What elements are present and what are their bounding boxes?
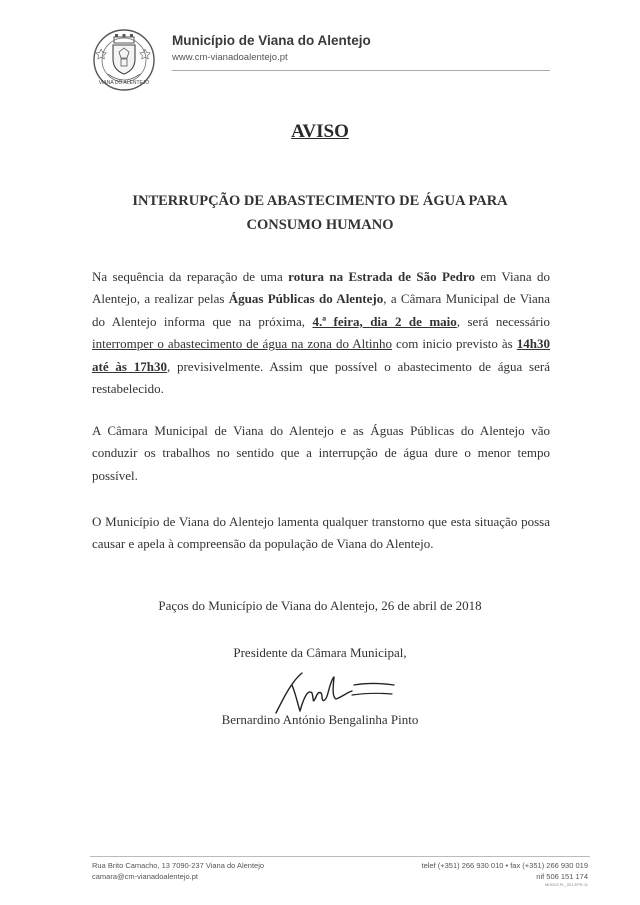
text-run: com inicio previsto às — [391, 336, 517, 352]
time-highlight: 14h30 até às 17h30 — [92, 336, 550, 374]
subtitle-line-2: CONSUMO HUMANO — [246, 217, 394, 233]
footer-nif: nif 506 151 174 — [536, 872, 588, 881]
header-divider — [172, 70, 550, 71]
date-highlight: 4.ª feira, dia 2 de maio — [312, 313, 457, 329]
footer-document-code: MOD02.FL_001.EPR.11 — [544, 882, 588, 887]
text-run: , a Câmara Municipal de Viana do Alentejo informa que na próxima, — [92, 291, 550, 329]
footer-email: camara@cm-vianadoalentejo.pt — [92, 872, 198, 881]
municipal-crest-icon — [92, 28, 156, 92]
body-paragraph-3: O Município de Viana do Alentejo lamenta qualquer transtorno que esta situação possa causar e apela à compreensão da população de Viana do Alentejo. — [92, 514, 550, 552]
document-subtitle — [100, 189, 540, 237]
footer-phones: telef (+351) 266 930 010 • fax (+351) 266 930 019 — [421, 861, 588, 870]
area-highlight: interromper o abastecimento de água na zona do Altinho — [92, 336, 392, 352]
organization-name: Município de Viana do Alentejo — [172, 33, 371, 48]
document-title: AVISO — [291, 121, 349, 142]
signatory-name: Bernardino António Bengalinha Pinto — [221, 712, 419, 727]
text-run: , previsivelmente. Assim que possível o abastecimento de água será restabelecido. — [92, 358, 550, 397]
body-paragraph-2: A Câmara Municipal de Viana do Alentejo e as Águas Públicas do Alentejo vão conduzir os trabalhos no sentido que a interrupção de água dure o menor tempo possível. — [92, 423, 550, 483]
text-run: , será necessário — [456, 313, 550, 329]
text-run: em Viana do Alentejo, a realizar pelas — [92, 269, 551, 307]
text-run: Na sequência da reparação de uma — [92, 269, 289, 284]
footer-address: Rua Brito Camacho, 13 7090-237 Viana do Alentejo — [92, 861, 265, 870]
signatory-title: Presidente da Câmara Municipal, — [233, 645, 407, 660]
organization-website: www.cm-vianadoalentejo.pt — [172, 52, 288, 63]
letterhead — [92, 28, 562, 92]
dateline: Paços do Município de Viana do Alentejo, 26 de abril de 2018 — [158, 598, 482, 613]
location-highlight: rotura na Estrada de São Pedro — [288, 269, 475, 284]
footer-contact-right — [421, 860, 588, 888]
svg-text:VIANA DO ALENTEJO: VIANA DO ALENTEJO — [98, 80, 150, 86]
footer-divider — [90, 856, 590, 857]
body-paragraph-1 — [92, 266, 550, 400]
contractor-highlight: Águas Públicas do Alentejo — [228, 291, 384, 307]
footer-contact-left — [92, 860, 264, 882]
subtitle-line-1: INTERRUPÇÃO DE ABASTECIMENTO DE ÁGUA PARA — [132, 193, 508, 209]
